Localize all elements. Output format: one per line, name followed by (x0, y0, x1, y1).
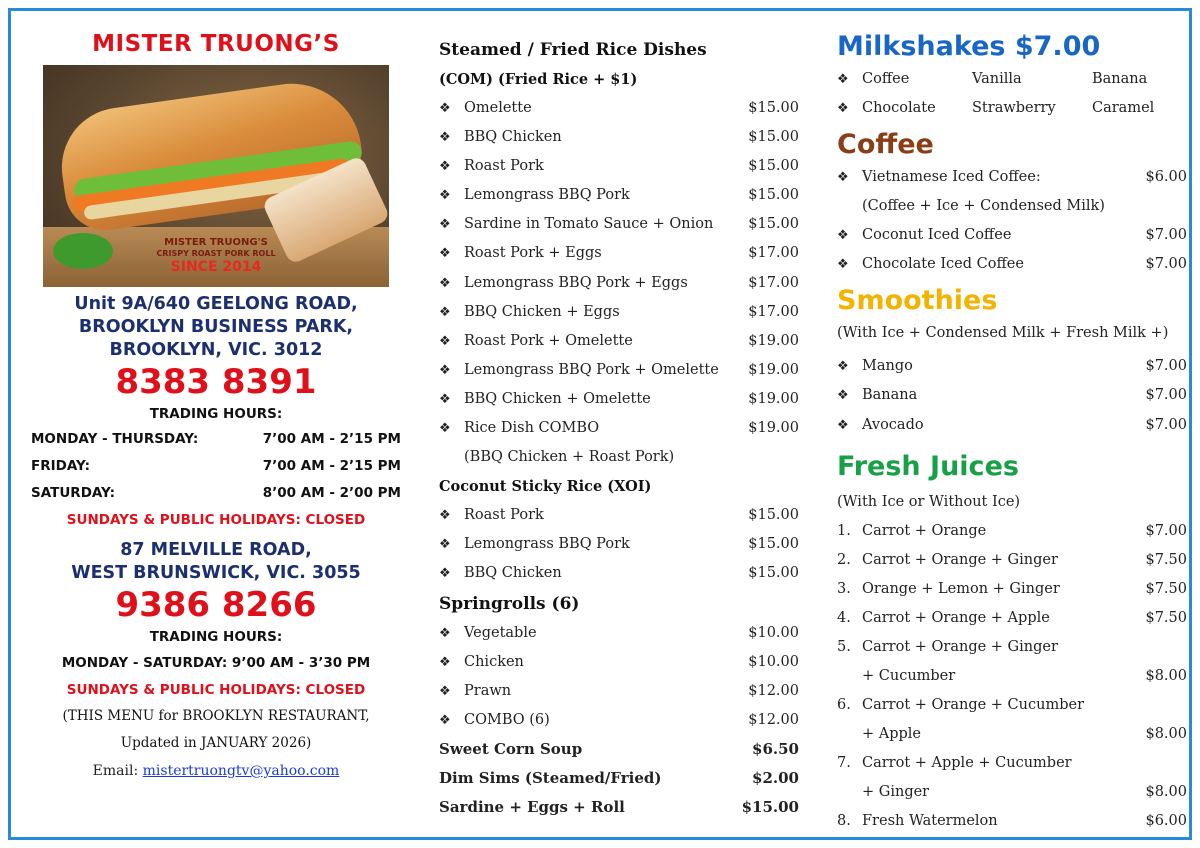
item-price: $15.00 (748, 187, 799, 204)
juice-item (837, 749, 1187, 778)
menu-item (439, 123, 799, 152)
item-price: $7.00 (1145, 387, 1187, 404)
juice-number: 5. (837, 638, 851, 655)
menu-item (439, 356, 799, 385)
item-price: $15.00 (748, 536, 799, 553)
juices-note: (With Ice or Without Ice) (837, 493, 1021, 510)
item-name: ❖ Avocado (837, 411, 924, 440)
item-price: $19.00 (748, 390, 799, 407)
menu-item (439, 181, 799, 210)
item-name: ❖ Sardine in Tomato Sauce + Onion (439, 210, 713, 239)
item-price: $2.00 (752, 768, 799, 787)
menu-item (439, 152, 799, 181)
juice-price: $7.50 (1145, 609, 1187, 626)
item-name: ❖ COMBO (6) (439, 706, 550, 735)
menu-item (837, 381, 1187, 410)
closed-notice-west-brunswick: SUNDAYS & PUBLIC HOLIDAYS: CLOSED (66, 682, 366, 698)
item-price: $19.00 (748, 332, 799, 349)
item-price: $10.00 (748, 653, 799, 670)
address-west-brunswick: 87 MELVILLE ROAD, WEST BRUNSWICK, VIC. 3055 (71, 540, 361, 583)
springrolls-title: Springrolls (6) (439, 593, 580, 614)
item-price: $15.00 (741, 798, 799, 817)
smoothies-note: (With Ice + Condensed Milk + Fresh Milk +) (837, 325, 1169, 342)
menu-page (8, 8, 1192, 840)
juice-name-cont: + Apple (862, 725, 922, 742)
menu-note: (THIS MENU for BROOKLYN RESTAURANT, Updated in JANUARY 2026) (62, 708, 370, 751)
juice-name: Carrot + Orange (862, 522, 987, 539)
menu-item (439, 735, 799, 764)
menu-item: ❖ Chocolate Iced Coffee $7.00 (837, 250, 1187, 279)
juice-name: Fresh Watermelon (862, 812, 998, 829)
milkshake-flavor: Banana (1092, 71, 1148, 87)
menu-item (439, 385, 799, 414)
item-name: ❖ BBQ Chicken + Omelette (439, 385, 651, 414)
item-name: ❖ BBQ Chicken (439, 559, 562, 588)
item-price: $17.00 (748, 274, 799, 291)
juice-item (837, 633, 1187, 662)
juice-name: Carrot + Orange + Ginger (862, 551, 1058, 568)
juice-item (837, 575, 1187, 604)
item-price: $15.00 (748, 565, 799, 582)
menu-item (439, 619, 799, 648)
juice-item (837, 546, 1187, 575)
milkshake-flavor: Vanilla (972, 71, 1022, 87)
item-price: $15.00 (748, 100, 799, 116)
juice-number: 3. (837, 580, 851, 597)
hours-west-brunswick: MONDAY - SATURDAY: 9’00 AM - 3’30 PM (61, 655, 371, 671)
menu-item (837, 352, 1187, 381)
sticky-rice-list (439, 501, 799, 588)
juice-price: $8.00 (1145, 783, 1187, 800)
hours-title-brooklyn: TRADING HOURS: (149, 406, 283, 422)
item-price: $12.00 (748, 711, 799, 728)
drinks-menu-column (837, 29, 1187, 836)
menu-item: ❖ Coconut Iced Coffee $7.00 (837, 221, 1187, 250)
item-name: ❖ Roast Pork + Omelette (439, 327, 633, 356)
item-name: ❖ Mango (837, 352, 913, 381)
email-row: Email: mistertruongtv@yahoo.com (92, 763, 340, 779)
banh-mi-photo (43, 65, 389, 287)
hours-brooklyn: MONDAY - THURSDAY: 7’00 AM - 2’15 PM FRIDAY: 7’00 AM - 2’15 PM SATURDAY: 8’00 AM - 2’00 PM (31, 431, 401, 501)
springrolls-list (439, 619, 799, 735)
menu-item (439, 501, 799, 530)
item-name: ❖ Lemongrass BBQ Pork (439, 530, 630, 559)
item-name: ❖ Prawn (439, 677, 511, 706)
item-price: $7.00 (1145, 416, 1187, 433)
item-name: ❖ Roast Pork + Eggs (439, 239, 602, 268)
coffee-title: Coffee (837, 129, 934, 160)
menu-item (439, 648, 799, 677)
menu-item (837, 411, 1187, 440)
closed-notice-brooklyn: SUNDAYS & PUBLIC HOLIDAYS: CLOSED (66, 512, 366, 528)
item-price: $19.00 (748, 361, 799, 378)
smoothies-title: Smoothies (837, 285, 998, 317)
item-price: $15.00 (748, 507, 799, 524)
juice-item (837, 807, 1187, 836)
milkshakes-grid (837, 65, 1187, 123)
phone-west-brunswick[interactable]: 9386 8266 (115, 585, 317, 625)
juice-number: 6. (837, 696, 851, 713)
brand-title: MISTER TRUONG’S (92, 31, 340, 57)
milkshake-flavor: ❖ Chocolate (837, 94, 972, 123)
juice-number: 1. (837, 522, 851, 539)
item-price: $10.00 (748, 624, 799, 641)
item-name: ❖ Omelette (439, 94, 532, 123)
menu-item (439, 764, 799, 793)
juice-item-cont (837, 662, 1187, 691)
juice-price: $6.00 (1145, 812, 1187, 829)
item-price: $17.00 (748, 245, 799, 262)
juice-item (837, 604, 1187, 633)
menu-item (439, 706, 799, 735)
phone-brooklyn[interactable]: 8383 8391 (115, 362, 317, 402)
menu-item (439, 327, 799, 356)
juice-item (837, 517, 1187, 546)
item-price: $15.00 (748, 216, 799, 233)
item-price: $17.00 (748, 303, 799, 320)
juice-number: 7. (837, 754, 851, 771)
juice-price: $7.00 (1145, 522, 1187, 539)
juices-list (837, 517, 1187, 836)
item-name: Sardine + Eggs + Roll (439, 798, 625, 817)
item-name: ❖ Chicken (439, 648, 524, 677)
menu-item (439, 793, 799, 822)
item-name: ❖ BBQ Chicken + Eggs (439, 298, 620, 327)
item-name: ❖ Roast Pork (439, 152, 544, 181)
food-menu-column (439, 35, 799, 822)
item-price: $15.00 (748, 158, 799, 175)
item-name: ❖ Roast Pork (439, 501, 544, 530)
juice-name-cont: + Ginger (862, 783, 930, 800)
restaurant-info-column (31, 31, 401, 785)
juice-name: Carrot + Orange + Ginger (862, 638, 1058, 655)
photo-caption-since: SINCE 2014 (170, 259, 262, 275)
sticky-rice-title: Coconut Sticky Rice (XOI) (439, 478, 652, 496)
juice-number: 4. (837, 609, 851, 626)
juice-price: $7.50 (1145, 580, 1187, 597)
item-name: Dim Sims (Steamed/Fried) (439, 768, 662, 787)
combo-note: (BBQ Chicken + Roast Pork) (464, 449, 675, 466)
extras-list (439, 735, 799, 822)
juice-name: Orange + Lemon + Ginger (862, 580, 1060, 597)
coffee-note: (Coffee + Ice + Condensed Milk) (862, 198, 1105, 215)
juice-name: Carrot + Apple + Cucumber (862, 754, 1072, 771)
menu-item (439, 239, 799, 268)
item-price: $12.00 (748, 682, 799, 699)
menu-item (439, 530, 799, 559)
item-price: $7.00 (1145, 358, 1187, 375)
email-link[interactable]: mistertruongtv@yahoo.com (142, 763, 340, 779)
menu-item: ❖ Vietnamese Iced Coffee: $6.00 (837, 163, 1187, 192)
item-name: ❖ Banana (837, 381, 917, 410)
menu-item (439, 414, 799, 443)
item-price: $19.00 (748, 420, 799, 437)
smoothies-list (837, 352, 1187, 439)
juice-item-cont (837, 720, 1187, 749)
photo-caption-brand: MISTER TRUONG'S (164, 237, 268, 248)
menu-item (439, 210, 799, 239)
milkshakes-title: Milkshakes $7.00 (837, 31, 1101, 62)
juice-price: $8.00 (1145, 667, 1187, 684)
hours-title-west-brunswick: TRADING HOURS: (149, 629, 283, 645)
menu-item (439, 677, 799, 706)
item-name: ❖ Lemongrass BBQ Pork + Eggs (439, 269, 688, 298)
juice-price: $8.00 (1145, 725, 1187, 742)
menu-item (439, 298, 799, 327)
rice-dishes-list (439, 94, 799, 443)
item-name: Sweet Corn Soup (439, 739, 583, 758)
item-name: ❖ Lemongrass BBQ Pork (439, 181, 630, 210)
juice-name: Carrot + Orange + Cucumber (862, 696, 1084, 713)
juice-name-cont: + Cucumber (862, 667, 956, 684)
item-name: ❖ BBQ Chicken (439, 123, 562, 152)
photo-caption-product: CRISPY ROAST PORK ROLL (156, 249, 276, 258)
item-name: ❖ Lemongrass BBQ Pork + Omelette (439, 356, 719, 385)
milkshake-flavor: Caramel (1092, 100, 1155, 116)
item-price: $6.50 (752, 739, 799, 758)
rice-dishes-subtitle: (COM) (Fried Rice + $1) (439, 71, 638, 88)
milkshake-flavor: ❖ Coffee (837, 65, 972, 94)
juice-price: $7.50 (1145, 551, 1187, 568)
juice-item (837, 691, 1187, 720)
item-name: ❖ Vegetable (439, 619, 537, 648)
milkshake-flavor: Strawberry (972, 100, 1056, 116)
juice-number: 8. (837, 812, 851, 829)
menu-item (439, 269, 799, 298)
juices-title: Fresh Juices (837, 450, 1019, 482)
juice-number: 2. (837, 551, 851, 568)
rice-dishes-title: Steamed / Fried Rice Dishes (439, 40, 707, 60)
address-brooklyn: Unit 9A/640 GEELONG ROAD, BROOKLYN BUSINESS PARK, BROOKLYN, VIC. 3012 (74, 294, 358, 360)
menu-item (439, 94, 799, 123)
juice-item-cont (837, 778, 1187, 807)
menu-item (439, 559, 799, 588)
item-price: $15.00 (748, 129, 799, 146)
item-name: ❖ Rice Dish COMBO (439, 414, 599, 443)
juice-name: Carrot + Orange + Apple (862, 609, 1050, 626)
